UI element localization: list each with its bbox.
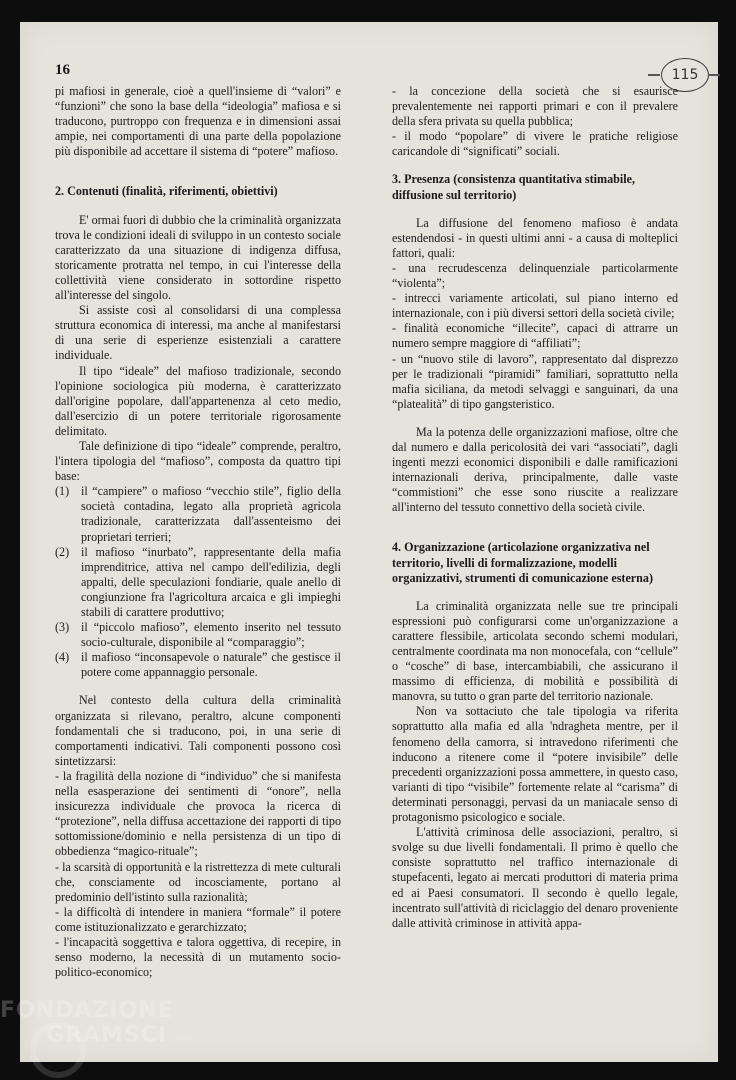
right-column [392, 84, 678, 931]
paragraph: E' ormai fuori di dubbio che la criminalità organizzata trova le condizioni ideali di sviluppo in un contesto sociale caratterizzato da una situazione di indigenza diffusa, storicamente protratta nel tempo, in cui l'interesse della collettività viene considerato in sottordine rispetto all'interesse del singolo. [55, 212, 341, 303]
mafioso-types-list [55, 484, 341, 680]
list-item: - l'incapacità soggettiva e talora oggettiva, di recepire, in senso moderno, la necessità di un mutamento socio-politico-economico; [55, 934, 341, 980]
section-3-heading: 3. Presenza (consistenza quantitativa stimabile, diffusione sul territorio) [392, 172, 635, 202]
section-4-heading: 4. Organizzazione (articolazione organizzativa nel territorio, livelli di formalizzazione, modelli organizzativi, strumenti di comunicazione esterna) [392, 540, 653, 585]
left-column [55, 84, 341, 980]
paragraph: Il tipo “ideale” del mafioso tradizionale, secondo l'opinione sociologica più moderna, è caratterizzato dall'origine popolare, dall'appartenenza al ceto medio, dall'esercizio di un potere territoriale rigorosamente delimitato. [55, 363, 341, 438]
watermark-line-1: FONDAZIONE [0, 998, 174, 1023]
watermark [0, 998, 195, 1048]
list-item: - il modo “popolare” di vivere le pratiche religiose caricandole di “significati” sociali. [392, 129, 678, 159]
list-item: - la scarsità di opportunità e la ristrettezza di mete culturali che, consciamente od incosciamente, portano al predominio dell'istinto sulla razionalità; [55, 859, 341, 904]
list-item: - la fragilità della nozione di “individuo” che si manifesta nella esasperazione dei sentimenti di “onore”, nella insicurezza individuale che provoca la ricerca di “protezione”, nella diffusa accettazione dei rapporti di tipo sottomissione/dominio e nella persistenza di un tipo di obbedienza “magico-rituale”; [55, 768, 341, 859]
paragraph: Ma la potenza delle organizzazioni mafiose, oltre che dal numero e dalla pericolosità dei vari “associati”, dagli ingenti mezzi economici disponibili e dalle ramificazioni internazionali deriva, principalmente, dalle vaste “commistioni” che esse sono riuscite a realizzare all'interno del tessuto connettivo della società civile. [392, 424, 678, 515]
list-item: (3) il “piccolo mafioso”, elemento inserito nel tessuto socio-culturale, disponibile al “comparaggio”; [55, 620, 341, 650]
watermark-line-2: GRAMSCI [46, 1023, 168, 1048]
list-item: - un “nuovo stile di lavoro”, rappresentato dal disprezzo per le tradizionali “piramidi” familiari, soprattutto nella mafia siciliana, da metodi selvaggi e sanguinari, da una “platealità” di tipo gangsteristico. [392, 351, 678, 411]
list-item: (1) il “campiere” o mafioso “vecchio stile”, figlio della società contadina, legato alla proprietà agricola tradizionale, caratterizzata dall'assenteismo dei proprietari terrieri; [55, 484, 341, 544]
list-item: - finalità economiche “illecite”, capaci di attrarre un numero sempre maggiore di “affiliati”; [392, 321, 678, 351]
archive-mark-left [648, 74, 660, 76]
watermark-suffix: onlus [173, 1035, 195, 1044]
paragraph: Tale definizione di tipo “ideale” comprende, peraltro, l'intera tipologia del “mafioso”, composta da quattro tipi base: [55, 438, 341, 484]
list-item: (4) il mafioso “inconsapevole o naturale” che gestisce il potere come appannaggio personale. [55, 650, 341, 680]
intro-paragraph: pi mafiosi in generale, cioè a quell'insieme di “valori” e “funzioni” che sono la base della “ideologia” mafiosa e si traducono, purtroppo con frequenza e in dimensioni assai ampie, nei comportamenti di una parte della popolazione più disponibile ad accettare il sistema di “potere” mafioso. [55, 84, 341, 159]
list-item: - la difficoltà di intendere in maniera “formale” il potere come istituzionalizzato e gerarchizzato; [55, 904, 341, 934]
paragraph: Si assiste così al consolidarsi di una complessa struttura economica di interessi, ma anche al manifestarsi di una serie di esperienze esistenziali a carattere individuale. [55, 303, 341, 363]
list-item: - intrecci variamente articolati, sul piano interno ed internazionale, con i più diversi settori della società civile; [392, 291, 678, 321]
list-item: (2) il mafioso “inurbato”, rappresentante della mafia imprenditrice, attiva nel campo dell'edilizia, degli appalti, delle speculazioni fondiarie, quale anello di congiunzione fra l'agricoltura arcaica e gli impieghi stabili di carattere produttivo; [55, 544, 341, 619]
paragraph: La criminalità organizzata nelle sue tre principali espressioni può configurarsi come un'organizzazione a carattere flessibile, articolata secondo schemi modulari, centralmente coordinata ma non monocefala, con “cellule” o “cosche” di base, intercambiabili, che assicurano il massimo di efficienza, di mobilità e possibilità di manovra, su tutto o gran parte del territorio nazionale. [392, 598, 678, 704]
list-item: - una recrudescenza delinquenziale particolarmente “violenta”; [392, 260, 678, 291]
paragraph: Non va sottaciuto che tale tipologia va riferita soprattutto alla mafia ed alla 'ndragheta mentre, per il fenomeno della camorra, si intravedono riferimenti che inducono a ritenere come il “potere invisibile” delle precedenti organizzazioni possa ammettere, in questo caso, varianti di tipo “visibile” fortemente relate al “carisma” di determinati personaggi, pervasi da un maniacale senso di protagonismo psicologico e sociale. [392, 704, 678, 825]
section-2-heading: 2. Contenuti (finalità, riferimenti, obiettivi) [55, 184, 278, 199]
paragraph: Nel contesto della cultura della criminalità organizzata si rilevano, peraltro, alcune componenti fondamentali che si traducono, poi, in una serie di comportamenti indicativi. Tali componenti possono così sintetizzarsi: [55, 693, 341, 768]
archive-mark-right [708, 74, 720, 76]
paragraph: L'attività criminosa delle associazioni, peraltro, si svolge su due livelli fondamentali. Il primo è quello che consiste soprattutto nel traffico internazionale di stupefacenti, legato ai mercati produttori di materia prima ed ai Paesi consumatori. Il secondo è quello legale, incentrato sull'attività di riciclaggio del denaro proveniente dalle attività criminose in attività appa- [392, 825, 678, 930]
page-number: 16 [55, 62, 70, 78]
archive-number-stamp: 115 [661, 58, 709, 92]
paragraph: La diffusione del fenomeno mafioso è andata estendendosi - in questi ultimi anni - a causa di molteplici fattori, quali: [392, 215, 678, 260]
list-item: - la concezione della società che si esaurisce prevalentemente nei rapporti primari e con il prevalere della sfera privata su quella pubblica; [392, 84, 678, 129]
